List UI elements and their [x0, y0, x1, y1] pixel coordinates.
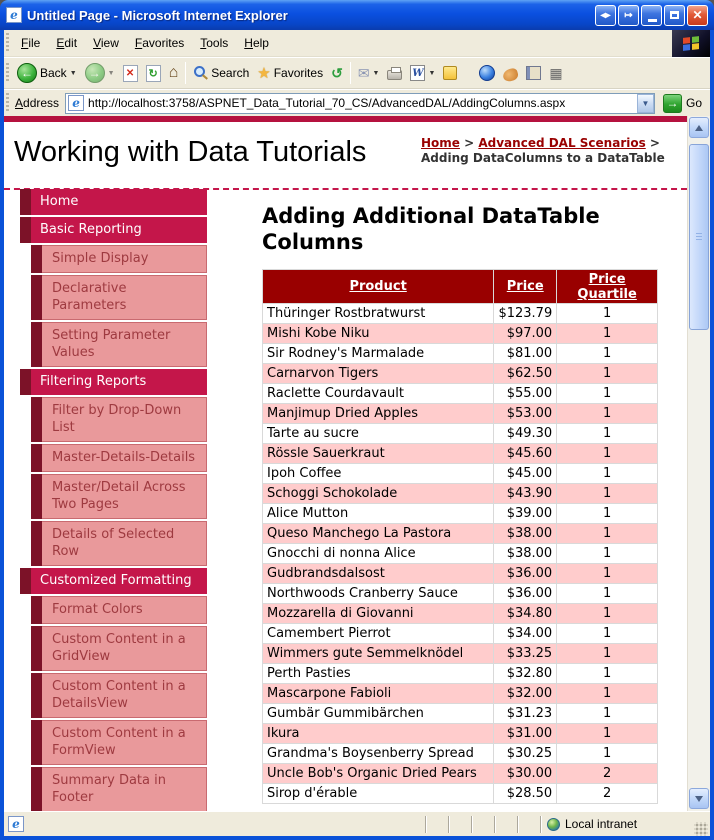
page-body [4, 189, 687, 811]
price-cell: $32.80 [494, 664, 557, 684]
product-cell: Sirop d'érable [263, 784, 494, 804]
breadcrumb-link[interactable]: Home [421, 136, 460, 150]
price-cell: $32.00 [494, 684, 557, 704]
table-row [263, 604, 658, 624]
product-cell: Uncle Bob's Organic Dried Pears [263, 764, 494, 784]
go-button[interactable] [663, 94, 682, 113]
window-title: Untitled Page - Microsoft Internet Explorer [27, 7, 288, 23]
product-cell: Ipoh Coffee [263, 464, 494, 484]
table-row [263, 544, 658, 564]
table-row [263, 424, 658, 444]
table-row [263, 764, 658, 784]
menu-bar [4, 30, 710, 57]
book-tool-button[interactable] [522, 64, 545, 82]
price-cell: $39.00 [494, 504, 557, 524]
back-dropdown-caret[interactable]: ▼ [69, 69, 77, 77]
maximize-icon [670, 11, 679, 19]
sidebar-item-summary-data-in-footer[interactable] [31, 767, 207, 811]
quartile-cell: 1 [557, 544, 658, 564]
status-pane [425, 816, 448, 833]
price-cell: $38.00 [494, 544, 557, 564]
product-cell: Mascarpone Fabioli [263, 684, 494, 704]
sidebar-item-label: Custom Content in a GridView [42, 626, 207, 671]
page-viewport [4, 116, 710, 811]
discuss-button[interactable] [439, 64, 461, 82]
nav-marker [31, 245, 42, 273]
quartile-cell: 2 [557, 784, 658, 804]
print-button[interactable] [383, 65, 406, 82]
nav-marker [31, 275, 42, 320]
main-content [262, 189, 664, 804]
forward-button[interactable] [81, 61, 119, 85]
sidebar-item-filtering-reports[interactable] [20, 369, 207, 395]
resize-grip[interactable] [694, 822, 708, 836]
nav-marker [20, 189, 31, 215]
sidebar-item-custom-content-in-a-detailsview[interactable] [31, 673, 207, 718]
column-header-link-product[interactable]: Product [349, 279, 407, 294]
quartile-cell: 1 [557, 324, 658, 344]
breadcrumb [421, 136, 677, 166]
address-dropdown-button[interactable]: ▼ [637, 94, 654, 113]
favorites-icon: ★ [257, 64, 271, 82]
security-zone-label: Local intranet [565, 817, 638, 831]
status-pane [448, 816, 471, 833]
research-icon [502, 67, 520, 82]
sidebar-nav [20, 189, 207, 811]
refresh-icon: ↻ [146, 65, 161, 82]
page-title: Adding Additional DataTable Columns [262, 204, 600, 254]
quartile-cell: 1 [557, 704, 658, 724]
nav-marker [20, 568, 31, 594]
product-cell: Mishi Kobe Niku [263, 324, 494, 344]
quartile-cell: 1 [557, 664, 658, 684]
sidebar-item-label: Basic Reporting [31, 217, 207, 243]
price-cell: $33.25 [494, 644, 557, 664]
breadcrumb-link[interactable]: Advanced DAL Scenarios [478, 136, 646, 150]
column-header [263, 270, 494, 304]
menu-view[interactable]: View [93, 36, 119, 50]
sidebar-item-label: Setting Parameter Values [42, 322, 207, 367]
sidebar-item-label: Customized Formatting [31, 568, 207, 594]
breadcrumb-text: > [459, 136, 479, 150]
sidebar-item-format-colors[interactable] [31, 596, 207, 624]
breadcrumb-text: > [645, 136, 660, 150]
table-row [263, 444, 658, 464]
price-cell: $28.50 [494, 784, 557, 804]
stop-icon: ✕ [123, 65, 138, 82]
quartile-cell: 1 [557, 644, 658, 664]
sidebar-item-label: Declarative Parameters [42, 275, 207, 320]
sidebar-item-customized-formatting[interactable] [20, 568, 207, 594]
go-label[interactable]: Go [685, 96, 702, 110]
favorites-button[interactable]: ★ Favorites [257, 64, 324, 82]
product-cell: Mozzarella di Giovanni [263, 604, 494, 624]
price-cell: $97.00 [494, 324, 557, 344]
sidebar-item-label: Format Colors [42, 596, 207, 624]
home-button[interactable] [165, 63, 183, 83]
table-body [263, 304, 658, 804]
table-row [263, 564, 658, 584]
table-row [263, 524, 658, 544]
status-pane [471, 816, 494, 833]
table-row [263, 664, 658, 684]
price-cell: $45.60 [494, 444, 557, 464]
quartile-cell: 1 [557, 724, 658, 744]
product-cell: Raclette Courdavault [263, 384, 494, 404]
nav-marker [31, 767, 42, 811]
price-cell: $62.50 [494, 364, 557, 384]
quartile-cell: 1 [557, 744, 658, 764]
scroll-up-icon [695, 125, 703, 131]
toolbar-separator [350, 62, 351, 84]
quartile-cell: 1 [557, 604, 658, 624]
messenger-button[interactable] [475, 63, 499, 83]
quartile-cell: 1 [557, 584, 658, 604]
menu-file[interactable]: File [21, 36, 41, 50]
quartile-cell: 1 [557, 504, 658, 524]
table-row [263, 404, 658, 424]
price-cell: $34.80 [494, 604, 557, 624]
ie-page-icon: e [68, 95, 84, 111]
nav-marker [31, 521, 42, 566]
addressbar-grip[interactable] [6, 93, 9, 113]
address-label: Address [15, 96, 60, 110]
sidebar-item-label: Filter by Drop-Down List [42, 397, 207, 442]
table-row [263, 364, 658, 384]
nav-marker [31, 673, 42, 718]
sidebar-item-custom-content-in-a-formview[interactable] [31, 720, 207, 765]
table-row [263, 684, 658, 704]
price-cell: $30.00 [494, 764, 557, 784]
sidebar-item-label: Master-Details-Details [42, 444, 207, 472]
go-icon: → [666, 96, 679, 110]
word-dropdown-caret[interactable]: ▼ [428, 69, 436, 77]
stop-button[interactable] [119, 63, 142, 84]
nav-marker [20, 217, 31, 243]
price-cell: $30.25 [494, 744, 557, 764]
menu-help[interactable]: Help [244, 36, 269, 50]
maximize-button[interactable] [664, 5, 685, 26]
address-bar [4, 89, 710, 116]
back-button[interactable]: ← Back ▼ [13, 61, 81, 85]
popout-button[interactable]: ↦ [618, 5, 639, 26]
nav-marker [31, 596, 42, 624]
nav-marker [31, 322, 42, 367]
history-button[interactable] [327, 64, 347, 82]
quartile-cell: 1 [557, 304, 658, 324]
product-cell: Ikura [263, 724, 494, 744]
breadcrumb-text: Adding DataColumns to a DataTable [421, 151, 665, 165]
product-cell: Thüringer Rostbratwurst [263, 304, 494, 324]
sidebar-item-declarative-parameters[interactable] [31, 275, 207, 320]
status-page-icon: e [6, 816, 26, 832]
price-cell: $123.79 [494, 304, 557, 324]
column-header-link-price-quartile[interactable]: Price Quartile [577, 271, 637, 302]
page-header [4, 122, 687, 184]
quartile-cell: 2 [557, 764, 658, 784]
price-cell: $45.00 [494, 464, 557, 484]
home-icon: ⌂ [168, 64, 179, 81]
history-icon: ↺ [331, 65, 343, 81]
sidebar-item-master-detail-across-two-pages[interactable] [31, 474, 207, 519]
sidebar-item-basic-reporting[interactable] [20, 217, 207, 243]
minimize-icon [648, 19, 657, 22]
nav-marker [31, 444, 42, 472]
quartile-cell: 1 [557, 464, 658, 484]
status-bar [4, 811, 710, 836]
web-page [4, 116, 687, 811]
grid-tool-button[interactable] [545, 64, 566, 82]
toolbar [4, 57, 710, 89]
table-row [263, 644, 658, 664]
product-cell: Northwoods Cranberry Sauce [263, 584, 494, 604]
word-icon: W [410, 65, 425, 81]
quartile-cell: 1 [557, 364, 658, 384]
refresh-button[interactable] [142, 63, 165, 84]
research-button[interactable] [499, 64, 522, 83]
security-zone [540, 816, 690, 833]
ie-window-icon: e [6, 7, 22, 23]
price-cell: $34.00 [494, 624, 557, 644]
nav-marker [31, 720, 42, 765]
sidebar-item-simple-display[interactable] [31, 245, 207, 273]
scroll-down-icon [695, 796, 703, 802]
search-button[interactable]: Search [189, 64, 253, 82]
price-cell: $36.00 [494, 584, 557, 604]
product-cell: Queso Manchego La Pastora [263, 524, 494, 544]
site-title: Working with Data Tutorials [14, 136, 367, 168]
window-controls [595, 5, 708, 26]
table-row [263, 724, 658, 744]
quartile-cell: 1 [557, 344, 658, 364]
quartile-cell: 1 [557, 684, 658, 704]
sidebar-item-label: Custom Content in a FormView [42, 720, 207, 765]
quartile-cell: 1 [557, 564, 658, 584]
messenger-icon [479, 65, 495, 81]
price-cell: $49.30 [494, 424, 557, 444]
price-cell: $36.00 [494, 564, 557, 584]
column-header [557, 270, 658, 304]
discuss-icon [443, 66, 457, 80]
quartile-cell: 1 [557, 444, 658, 464]
toolbar-separator [185, 62, 186, 84]
toolbar-grip[interactable] [6, 63, 9, 83]
book-search-icon [526, 66, 541, 80]
quartile-cell: 1 [557, 404, 658, 424]
product-cell: Carnarvon Tigers [263, 364, 494, 384]
price-cell: $53.00 [494, 404, 557, 424]
nav-marker [20, 369, 31, 395]
menu-items [13, 33, 277, 53]
nav-arrows-button[interactable]: ◂▸ [595, 5, 616, 26]
table-row [263, 704, 658, 724]
table-row [263, 324, 658, 344]
menubar-grip[interactable] [6, 33, 9, 53]
sidebar-item-label: Home [31, 189, 207, 215]
close-button[interactable]: ✕ [687, 5, 708, 26]
column-header [494, 270, 557, 304]
browser-chrome [4, 30, 710, 116]
price-cell: $43.90 [494, 484, 557, 504]
status-pane [517, 816, 540, 833]
address-input[interactable] [65, 93, 655, 114]
sidebar-item-home[interactable] [20, 189, 207, 215]
price-cell: $55.00 [494, 384, 557, 404]
price-cell: $81.00 [494, 344, 557, 364]
sidebar-item-label: Summary Data in Footer [42, 767, 207, 811]
grid-tool-icon: ▦ [549, 65, 563, 81]
edit-with-word-button[interactable] [406, 63, 439, 83]
table-row [263, 784, 658, 804]
product-cell: Manjimup Dried Apples [263, 404, 494, 424]
search-icon [194, 66, 205, 77]
quartile-cell: 1 [557, 624, 658, 644]
vertical-scrollbar[interactable] [687, 116, 710, 811]
table-header-row [263, 270, 658, 304]
nav-marker [31, 474, 42, 519]
sidebar-item-label: Filtering Reports [31, 369, 207, 395]
products-table [262, 269, 658, 804]
price-cell: $31.00 [494, 724, 557, 744]
quartile-cell: 1 [557, 524, 658, 544]
sidebar-item-label: Custom Content in a DetailsView [42, 673, 207, 718]
product-cell: Alice Mutton [263, 504, 494, 524]
product-cell: Gnocchi di nonna Alice [263, 544, 494, 564]
product-cell: Camembert Pierrot [263, 624, 494, 644]
back-icon: ← [17, 63, 37, 83]
sidebar-item-label: Master/Detail Across Two Pages [42, 474, 207, 519]
product-cell: Schoggi Schokolade [263, 484, 494, 504]
table-row [263, 584, 658, 604]
table-row [263, 344, 658, 364]
local-intranet-icon [547, 818, 560, 831]
product-cell: Perth Pasties [263, 664, 494, 684]
table-row [263, 624, 658, 644]
title-bar [0, 0, 714, 30]
price-cell: $38.00 [494, 524, 557, 544]
product-cell: Sir Rodney's Marmalade [263, 344, 494, 364]
product-cell: Grandma's Boysenberry Spread [263, 744, 494, 764]
forward-icon: → [85, 63, 105, 83]
sidebar-item-setting-parameter-values[interactable] [31, 322, 207, 367]
nav-marker [31, 397, 42, 442]
sidebar-item-filter-by-drop-down-list[interactable] [31, 397, 207, 442]
menu-favorites[interactable]: Favorites [134, 36, 185, 50]
forward-dropdown-caret: ▼ [107, 69, 115, 77]
quartile-cell: 1 [557, 384, 658, 404]
sidebar-item-custom-content-in-a-gridview[interactable] [31, 626, 207, 671]
product-cell: Rössle Sauerkraut [263, 444, 494, 464]
menu-edit[interactable]: Edit [56, 36, 78, 50]
status-pane [494, 816, 517, 833]
table-row [263, 744, 658, 764]
product-cell: Wimmers gute Semmelknödel [263, 644, 494, 664]
product-cell: Tarte au sucre [263, 424, 494, 444]
quartile-cell: 1 [557, 484, 658, 504]
scroll-up-button[interactable] [689, 117, 709, 138]
menu-tools[interactable]: Tools [200, 36, 229, 50]
table-row [263, 484, 658, 504]
address-url: http://localhost:3758/ASPNET_Data_Tutorial_70_CS/AdvancedDAL/AddingColumns.aspx [88, 96, 566, 110]
table-row [263, 384, 658, 404]
table-row [263, 464, 658, 484]
mail-button[interactable] [354, 64, 384, 82]
minimize-button[interactable] [641, 5, 662, 26]
column-header-link-price[interactable]: Price [506, 279, 544, 294]
product-cell: Gudbrandsdalsost [263, 564, 494, 584]
mail-dropdown-caret[interactable]: ▼ [372, 69, 380, 77]
windows-flag-icon [683, 36, 699, 51]
sidebar-item-label: Simple Display [42, 245, 207, 273]
table-row [263, 304, 658, 324]
product-cell: Gumbär Gummibärchen [263, 704, 494, 724]
print-icon [387, 70, 402, 80]
scroll-down-button[interactable] [689, 788, 709, 809]
nav-marker [31, 626, 42, 671]
windows-logo [672, 30, 710, 57]
sidebar-item-details-of-selected-row[interactable] [31, 521, 207, 566]
scrollbar-thumb[interactable] [689, 144, 709, 330]
sidebar-item-master-details-details[interactable] [31, 444, 207, 472]
mail-icon: ✉ [357, 65, 370, 81]
quartile-cell: 1 [557, 424, 658, 444]
table-row [263, 504, 658, 524]
price-cell: $31.23 [494, 704, 557, 724]
sidebar-item-label: Details of Selected Row [42, 521, 207, 566]
